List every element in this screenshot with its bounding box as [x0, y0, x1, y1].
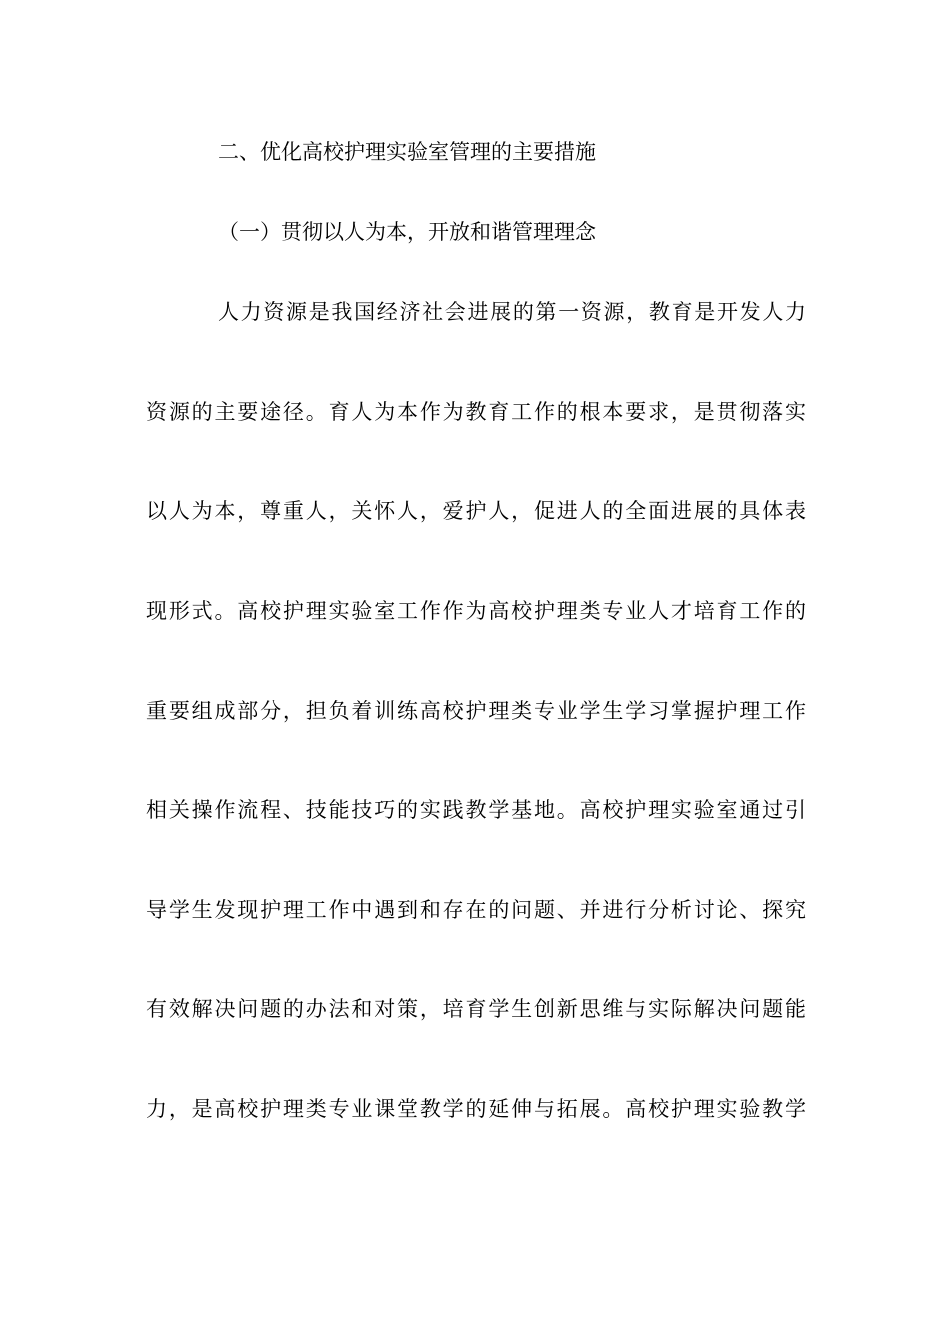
paragraph-line: 现形式。高校护理实验室工作作为高校护理类专业人才培育工作的	[146, 599, 806, 623]
paragraph-line: 以人为本，尊重人，关怀人，爱护人，促进人的全面进展的具体表	[146, 499, 806, 523]
section-heading: 二、优化高校护理实验室管理的主要措施	[218, 140, 596, 164]
subsection-heading: （一）贯彻以人为本，开放和谐管理理念	[218, 220, 596, 244]
paragraph-line: 人力资源是我国经济社会进展的第一资源，教育是开发人力	[218, 300, 806, 324]
paragraph-line: 力，是高校护理类专业课堂教学的延伸与拓展。高校护理实验教学	[146, 1097, 806, 1121]
paragraph-line: 资源的主要途径。育人为本作为教育工作的根本要求，是贯彻落实	[146, 400, 806, 424]
paragraph-line: 导学生发现护理工作中遇到和存在的问题、并进行分析讨论、探究	[146, 898, 806, 922]
paragraph-line: 相关操作流程、技能技巧的实践教学基地。高校护理实验室通过引	[146, 798, 806, 822]
paragraph-line: 重要组成部分，担负着训练高校护理类专业学生学习掌握护理工作	[146, 699, 806, 723]
paragraph-line: 有效解决问题的办法和对策，培育学生创新思维与实际解决问题能	[146, 997, 806, 1021]
